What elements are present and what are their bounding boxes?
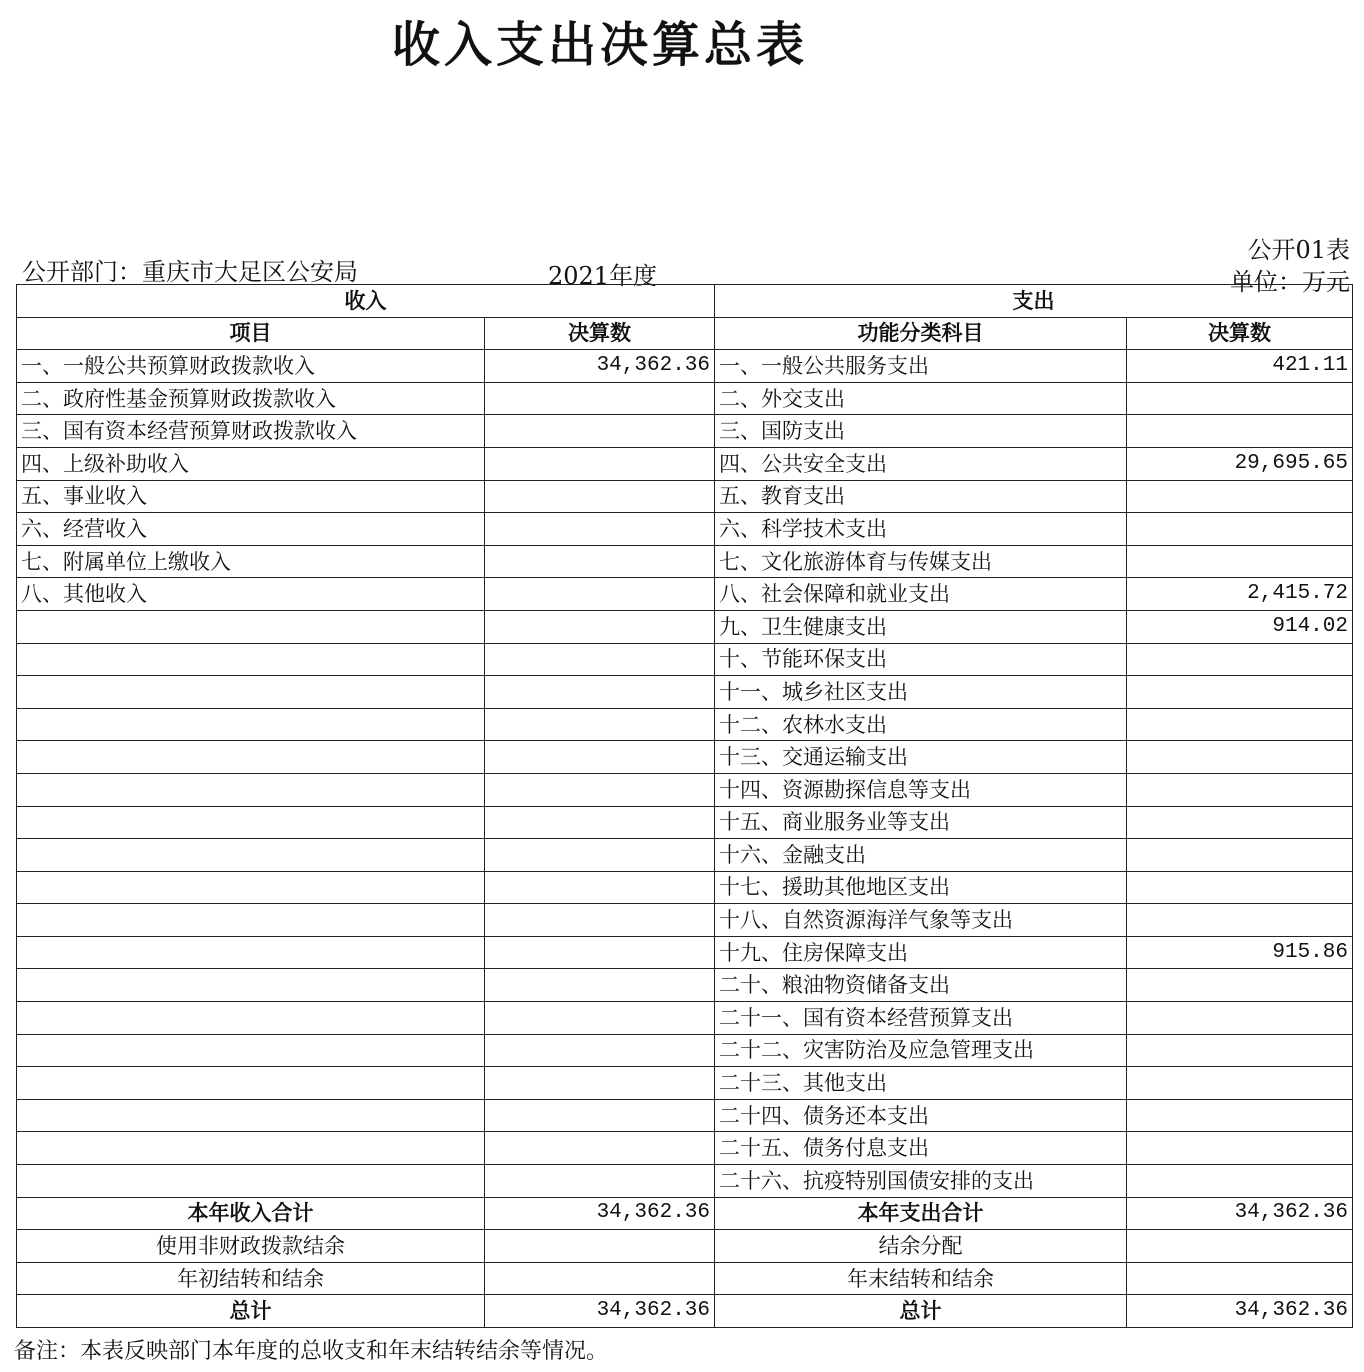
income-amount (485, 773, 715, 806)
expense-item: 二、外交支出 (715, 382, 1127, 415)
expense-amount (1127, 1165, 1353, 1198)
total-income-amount (485, 1230, 715, 1263)
table-row (17, 447, 1353, 480)
table-row (17, 1067, 1353, 1100)
expense-amount (1127, 871, 1353, 904)
expense-amount-header: 决算数 (1127, 317, 1353, 350)
expense-item: 二十二、灾害防治及应急管理支出 (715, 1034, 1127, 1067)
expense-amount (1127, 415, 1353, 448)
total-expense-label: 本年支出合计 (715, 1197, 1127, 1230)
table-row (17, 1002, 1353, 1035)
fiscal-year: 2021年度 (548, 262, 658, 290)
expense-amount (1127, 969, 1353, 1002)
expense-item: 十、节能环保支出 (715, 643, 1127, 676)
income-section-header: 收入 (17, 285, 715, 318)
total-row (17, 1295, 1353, 1328)
department-label: 公开部门：重庆市大足区公安局 (22, 258, 358, 286)
income-item (17, 643, 485, 676)
expense-item: 十一、城乡社区支出 (715, 676, 1127, 709)
income-amount (485, 871, 715, 904)
income-item: 一、一般公共预算财政拨款收入 (17, 350, 485, 383)
income-amount (485, 708, 715, 741)
income-item (17, 871, 485, 904)
table-row (17, 773, 1353, 806)
footnote: 备注：本表反映部门本年度的总收支和年末结转结余等情况。 (14, 1339, 609, 1364)
income-amount (485, 415, 715, 448)
expense-amount (1127, 708, 1353, 741)
expense-amount (1127, 643, 1353, 676)
expense-amount (1127, 513, 1353, 546)
expense-amount (1127, 1132, 1353, 1165)
table-row (17, 350, 1353, 383)
expense-amount: 914.02 (1127, 610, 1353, 643)
income-item (17, 741, 485, 774)
table-row (17, 1099, 1353, 1132)
table-row (17, 969, 1353, 1002)
income-item: 二、政府性基金预算财政拨款收入 (17, 382, 485, 415)
income-amount (485, 1034, 715, 1067)
expense-amount (1127, 545, 1353, 578)
table-row (17, 610, 1353, 643)
income-amount (485, 643, 715, 676)
expense-amount (1127, 1099, 1353, 1132)
table-row (17, 1132, 1353, 1165)
income-item (17, 773, 485, 806)
expense-item: 十四、资源勘探信息等支出 (715, 773, 1127, 806)
expense-item: 二十、粮油物资储备支出 (715, 969, 1127, 1002)
table-row (17, 806, 1353, 839)
table-row (17, 578, 1353, 611)
expense-amount (1127, 839, 1353, 872)
expense-item: 十五、商业服务业等支出 (715, 806, 1127, 839)
income-item (17, 936, 485, 969)
income-amount (485, 904, 715, 937)
income-amount (485, 969, 715, 1002)
table-row (17, 382, 1353, 415)
income-amount (485, 1165, 715, 1198)
income-item (17, 969, 485, 1002)
unit-label: 单位：万元 (1230, 268, 1350, 296)
expense-section-header: 支出 (715, 285, 1353, 318)
income-amount: 34,362.36 (485, 350, 715, 383)
income-amount (485, 1132, 715, 1165)
expense-item: 五、教育支出 (715, 480, 1127, 513)
total-expense-amount: 34,362.36 (1127, 1295, 1353, 1328)
expense-amount (1127, 806, 1353, 839)
expense-item: 二十四、债务还本支出 (715, 1099, 1127, 1132)
expense-amount (1127, 1067, 1353, 1100)
expense-amount (1127, 904, 1353, 937)
expense-item: 十九、住房保障支出 (715, 936, 1127, 969)
expense-amount (1127, 676, 1353, 709)
income-amount (485, 1067, 715, 1100)
income-expense-table (16, 284, 1353, 1328)
expense-item: 六、科学技术支出 (715, 513, 1127, 546)
expense-amount (1127, 1034, 1353, 1067)
expense-item: 十七、援助其他地区支出 (715, 871, 1127, 904)
income-amount (485, 610, 715, 643)
expense-item: 十三、交通运输支出 (715, 741, 1127, 774)
expense-amount: 29,695.65 (1127, 447, 1353, 480)
total-income-label: 本年收入合计 (17, 1197, 485, 1230)
income-item (17, 806, 485, 839)
total-expense-amount: 34,362.36 (1127, 1197, 1353, 1230)
expense-amount: 2,415.72 (1127, 578, 1353, 611)
income-item: 三、国有资本经营预算财政拨款收入 (17, 415, 485, 448)
expense-item: 二十一、国有资本经营预算支出 (715, 1002, 1127, 1035)
expense-item: 三、国防支出 (715, 415, 1127, 448)
expense-item: 十二、农林水支出 (715, 708, 1127, 741)
income-amount (485, 578, 715, 611)
income-amount (485, 382, 715, 415)
table-row (17, 545, 1353, 578)
income-amount (485, 936, 715, 969)
expense-amount: 915.86 (1127, 936, 1353, 969)
expense-amount (1127, 773, 1353, 806)
expense-item: 四、公共安全支出 (715, 447, 1127, 480)
income-item (17, 1099, 485, 1132)
income-item (17, 1132, 485, 1165)
total-expense-amount (1127, 1262, 1353, 1295)
expense-item-header: 功能分类科目 (715, 317, 1127, 350)
expense-item: 一、一般公共服务支出 (715, 350, 1127, 383)
total-income-label: 年初结转和结余 (17, 1262, 485, 1295)
income-item (17, 1165, 485, 1198)
expense-amount (1127, 382, 1353, 415)
total-income-amount: 34,362.36 (485, 1295, 715, 1328)
income-item (17, 1002, 485, 1035)
total-row (17, 1230, 1353, 1263)
income-amount-header: 决算数 (485, 317, 715, 350)
form-number: 公开01表 (1247, 236, 1350, 264)
total-row (17, 1197, 1353, 1230)
table-row (17, 1034, 1353, 1067)
income-item: 六、经营收入 (17, 513, 485, 546)
expense-amount (1127, 480, 1353, 513)
income-amount (485, 513, 715, 546)
expense-item: 十八、自然资源海洋气象等支出 (715, 904, 1127, 937)
table-row (17, 936, 1353, 969)
table-row (17, 676, 1353, 709)
table-row (17, 708, 1353, 741)
total-row (17, 1262, 1353, 1295)
income-item (17, 676, 485, 709)
total-income-label: 使用非财政拨款结余 (17, 1230, 485, 1263)
expense-item: 八、社会保障和就业支出 (715, 578, 1127, 611)
expense-amount (1127, 1002, 1353, 1035)
expense-item: 九、卫生健康支出 (715, 610, 1127, 643)
table-row (17, 839, 1353, 872)
income-amount (485, 447, 715, 480)
table-row (17, 1165, 1353, 1198)
total-income-amount (485, 1262, 715, 1295)
income-amount (485, 1099, 715, 1132)
income-item: 八、其他收入 (17, 578, 485, 611)
income-item (17, 904, 485, 937)
expense-item: 十六、金融支出 (715, 839, 1127, 872)
income-amount (485, 676, 715, 709)
total-income-label: 总计 (17, 1295, 485, 1328)
expense-item: 二十五、债务付息支出 (715, 1132, 1127, 1165)
table-row (17, 871, 1353, 904)
income-item: 七、附属单位上缴收入 (17, 545, 485, 578)
table-row (17, 513, 1353, 546)
income-item: 五、事业收入 (17, 480, 485, 513)
income-item (17, 839, 485, 872)
expense-amount: 421.11 (1127, 350, 1353, 383)
income-item (17, 1067, 485, 1100)
income-item-header: 项目 (17, 317, 485, 350)
income-item (17, 708, 485, 741)
total-expense-label: 结余分配 (715, 1230, 1127, 1263)
income-amount (485, 1002, 715, 1035)
page-title: 收入支出决算总表 (391, 17, 808, 73)
income-amount (485, 741, 715, 774)
expense-item: 七、文化旅游体育与传媒支出 (715, 545, 1127, 578)
table-row (17, 643, 1353, 676)
table-row (17, 904, 1353, 937)
income-item (17, 610, 485, 643)
total-expense-amount (1127, 1230, 1353, 1263)
income-amount (485, 545, 715, 578)
total-expense-label: 年末结转和结余 (715, 1262, 1127, 1295)
table-row (17, 480, 1353, 513)
income-amount (485, 480, 715, 513)
income-item: 四、上级补助收入 (17, 447, 485, 480)
table-row (17, 741, 1353, 774)
total-expense-label: 总计 (715, 1295, 1127, 1328)
expense-amount (1127, 741, 1353, 774)
total-income-amount: 34,362.36 (485, 1197, 715, 1230)
table-row (17, 415, 1353, 448)
expense-item: 二十六、抗疫特别国债安排的支出 (715, 1165, 1127, 1198)
income-item (17, 1034, 485, 1067)
income-amount (485, 839, 715, 872)
income-amount (485, 806, 715, 839)
expense-item: 二十三、其他支出 (715, 1067, 1127, 1100)
